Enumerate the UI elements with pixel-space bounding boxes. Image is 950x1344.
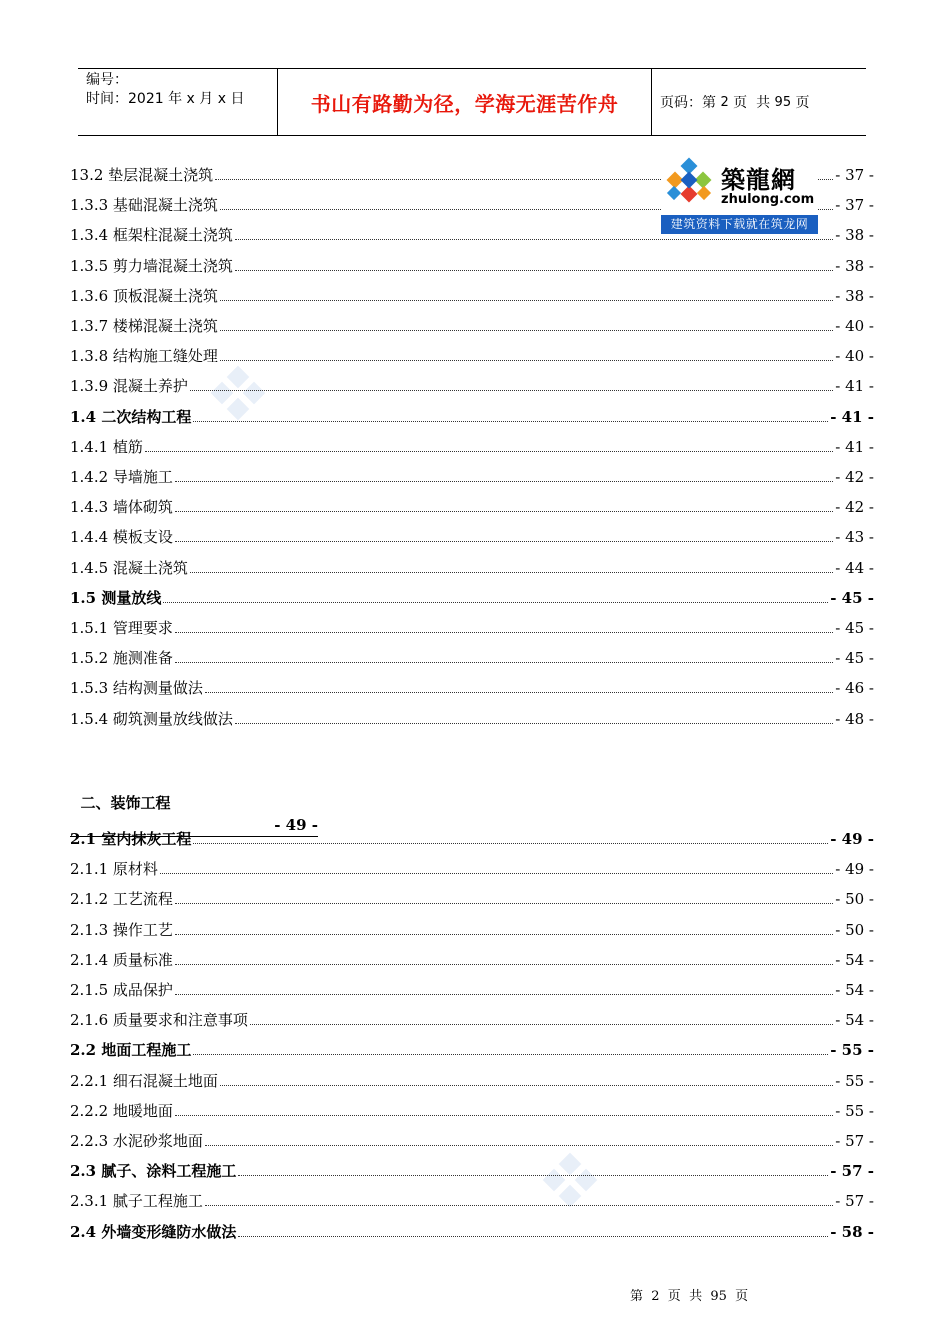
toc-entry-label: 1.4.3 墙体砌筑 [70, 498, 173, 517]
toc-entry-page: - 38 - [835, 286, 874, 305]
toc-entry[interactable] [70, 315, 874, 337]
section-label: 二、装饰工程 [80, 794, 171, 812]
toc-entry-page: - 54 - [835, 1011, 874, 1030]
toc-entry-page: - 38 - [835, 226, 874, 245]
toc-entry-label: 2.1.6 质量要求和注意事项 [70, 1011, 248, 1030]
toc-entry[interactable] [70, 1160, 874, 1182]
toc-entry-page: - 45 - [835, 649, 874, 668]
toc-entry[interactable] [70, 285, 874, 307]
toc-leader-dots [205, 1205, 833, 1206]
toc-entry[interactable] [70, 979, 874, 1001]
toc-leader-dots [175, 903, 833, 904]
section-page: - 49 - [274, 816, 318, 834]
toc-leader-dots [175, 481, 833, 482]
toc-entry-label: 1.5.1 管理要求 [70, 619, 173, 637]
toc-entry-page: - 49 - [830, 830, 874, 848]
page-mid: 页 共 [728, 95, 775, 111]
toc-leader-dots [190, 390, 833, 391]
header-motto: 书山有路勤为径，学海无涯苦作舟 [278, 69, 652, 135]
toc-entry-label: 1.4.1 植筋 [70, 437, 143, 456]
toc-entry-label: 2.2 地面工程施工 [70, 1041, 192, 1060]
toc-entry[interactable] [70, 1100, 874, 1122]
toc-entry-page: - 46 - [835, 679, 874, 698]
toc-entry-page: - 58 - [830, 1222, 874, 1241]
toc-entry-label: 2.1.3 操作工艺 [70, 920, 173, 939]
toc-entry[interactable] [70, 1130, 874, 1152]
toc-entry-page: - 42 - [835, 498, 874, 517]
toc-leader-dots [220, 360, 833, 361]
toc-entry-page: - 50 - [835, 890, 874, 909]
toc-entry-page: - 49 - [835, 860, 874, 879]
toc-entry[interactable] [70, 557, 874, 579]
toc-entry[interactable] [70, 466, 874, 488]
toc-entry-page: - 37 - [835, 166, 874, 184]
toc-leader-dots [175, 632, 833, 633]
toc-entry[interactable] [70, 919, 874, 941]
toc-entry-label: 1.3.6 顶板混凝土浇筑 [70, 286, 218, 305]
toc-entry[interactable] [70, 1009, 874, 1031]
toc-entry-page: - 55 - [835, 1071, 874, 1090]
toc-entry-label: 1.4.2 导墙施工 [70, 468, 173, 486]
toc-entry-page: - 57 - [835, 1192, 874, 1211]
toc-leader-dots [175, 1115, 833, 1116]
toc-entry-page: - 40 - [835, 317, 874, 335]
toc-leader-dots [205, 1145, 833, 1146]
toc-leader-dots [220, 330, 833, 331]
toc-entry[interactable] [70, 436, 874, 458]
page-suffix: 页 [791, 95, 810, 111]
toc-entry[interactable] [70, 1039, 874, 1061]
toc-entry-label: 1.4.5 混凝土浇筑 [70, 558, 188, 577]
toc-entry[interactable] [70, 617, 874, 639]
toc-entry-page: - 38 - [835, 256, 874, 275]
toc-leader-dots [160, 873, 833, 874]
section-heading[interactable] [70, 770, 318, 837]
toc-leader-dots [205, 692, 833, 693]
toc-entry-label: 1.5.4 砌筑测量放线做法 [70, 709, 233, 728]
toc-leader-dots [175, 662, 833, 663]
toc-entry-page: - 42 - [835, 468, 874, 486]
toc-entry-label: 2.2.3 水泥砂浆地面 [70, 1132, 203, 1150]
logo-url: zhulong.com [721, 192, 815, 207]
toc-entry-label: 1.5.2 施测准备 [70, 649, 173, 668]
toc-entry[interactable] [70, 375, 874, 397]
toc-leader-dots [250, 1024, 833, 1025]
toc-entry-label: 1.3.3 基础混凝土浇筑 [70, 196, 218, 215]
toc-entry[interactable] [70, 587, 874, 609]
zhulong-logo [661, 156, 818, 236]
toc-entry-page: - 55 - [835, 1101, 874, 1120]
toc-entry-label: 13.2 垫层混凝土浇筑 [70, 166, 214, 184]
toc-entry[interactable] [70, 345, 874, 367]
toc-leader-dots [175, 934, 833, 935]
logo-slogan: 建筑资料下载就在筑龙网 [661, 215, 818, 234]
toc-entry-label: 2.2.2 地暖地面 [70, 1101, 173, 1120]
toc-entry-label: 1.3.9 混凝土养护 [70, 377, 188, 396]
toc-leader-dots [175, 511, 833, 512]
toc-entry-label: 2.3.1 腻子工程施工 [70, 1192, 203, 1211]
header-page-info [652, 69, 866, 135]
page-number: 2 [720, 94, 729, 110]
toc-leader-dots [235, 723, 833, 724]
toc-entry[interactable] [70, 255, 874, 277]
toc-entry[interactable] [70, 949, 874, 971]
toc-entry-label: 1.3.5 剪力墙混凝土浇筑 [70, 256, 233, 275]
toc-entry-page: - 41 - [835, 437, 874, 456]
toc-entry[interactable] [70, 828, 874, 850]
toc-entry-page: - 44 - [835, 558, 874, 577]
toc-entry-page: - 45 - [835, 619, 874, 637]
toc-entry-label: 2.1.5 成品保护 [70, 981, 173, 999]
toc-entry[interactable] [70, 888, 874, 910]
toc-entry-page: - 55 - [830, 1041, 874, 1060]
toc-entry-label: 1.3.8 结构施工缝处理 [70, 347, 218, 366]
toc-leader-dots [235, 239, 833, 240]
toc-entry-page: - 57 - [830, 1162, 874, 1181]
toc-entry-label: 2.1.4 质量标准 [70, 950, 173, 969]
toc-entry[interactable] [70, 406, 874, 428]
toc-entry-page: - 57 - [835, 1132, 874, 1150]
toc-entry-label: 1.5.3 结构测量做法 [70, 679, 203, 698]
toc-leader-dots [193, 843, 828, 844]
page-header [78, 68, 866, 136]
logo-title: 築龍網 [721, 165, 796, 194]
toc-leader-dots [238, 1236, 828, 1237]
toc-entry-page: - 45 - [830, 588, 874, 607]
toc-leader-dots [220, 300, 833, 301]
toc-leader-dots [220, 1085, 833, 1086]
toc-entry-label: 1.3.7 楼梯混凝土浇筑 [70, 317, 218, 335]
toc-entry-label: 1.3.4 框架柱混凝土浇筑 [70, 226, 233, 245]
toc-entry-label: 2.1.1 原材料 [70, 860, 158, 879]
toc-entry-page: - 54 - [835, 950, 874, 969]
toc-entry-page: - 41 - [835, 377, 874, 396]
toc-leader-dots [193, 421, 828, 422]
toc-entry[interactable] [70, 526, 874, 548]
toc-entry[interactable] [70, 1221, 874, 1243]
toc-entry[interactable] [70, 647, 874, 669]
page-footer: 第 2 页 共 95 页 [630, 1289, 749, 1304]
toc-entry-page: - 41 - [830, 407, 874, 426]
toc-leader-dots [163, 602, 828, 603]
toc-leader-dots [235, 270, 833, 271]
toc-entry-label: 2.1.2 工艺流程 [70, 890, 173, 909]
toc-entry[interactable] [70, 1190, 874, 1212]
toc-entry[interactable] [70, 496, 874, 518]
page-total: 95 [774, 94, 792, 110]
toc-entry-page: - 48 - [835, 709, 874, 728]
toc-leader-dots [190, 572, 833, 573]
toc-entry-label: 1.5 测量放线 [70, 588, 162, 607]
toc-leader-dots [238, 1175, 828, 1176]
toc-entry-label: 2.2.1 细石混凝土地面 [70, 1071, 218, 1090]
toc-entry-label: 1.4.4 模板支设 [70, 528, 173, 547]
toc-entry-label: 2.1 室内抹灰工程 [70, 830, 192, 848]
number-label: 编号： [86, 72, 128, 88]
toc-leader-dots [193, 1054, 828, 1055]
toc-entry[interactable] [70, 858, 874, 880]
toc-entry-page: - 40 - [835, 347, 874, 366]
toc-entry-page: - 37 - [835, 196, 874, 215]
toc-entry-label: 2.3 腻子、涂料工程施工 [70, 1162, 237, 1181]
toc-entry-label: 2.4 外墙变形缝防水做法 [70, 1222, 237, 1241]
header-meta [78, 69, 278, 135]
toc-entry-label: 1.4 二次结构工程 [70, 407, 192, 426]
toc-leader-dots [175, 541, 833, 542]
date-label: 时间：2021 年 x 月 x 日 [86, 91, 245, 107]
page-prefix: 页码：第 [660, 95, 721, 111]
toc-leader-dots [175, 994, 833, 995]
toc-entry-page: - 54 - [835, 981, 874, 999]
toc-entry[interactable] [70, 1070, 874, 1092]
toc-entry[interactable] [70, 677, 874, 699]
toc-entry-page: - 43 - [835, 528, 874, 547]
toc-leader-dots [175, 964, 833, 965]
toc-leader-dots [145, 451, 833, 452]
toc-entry-page: - 50 - [835, 920, 874, 939]
toc-entry[interactable] [70, 708, 874, 730]
